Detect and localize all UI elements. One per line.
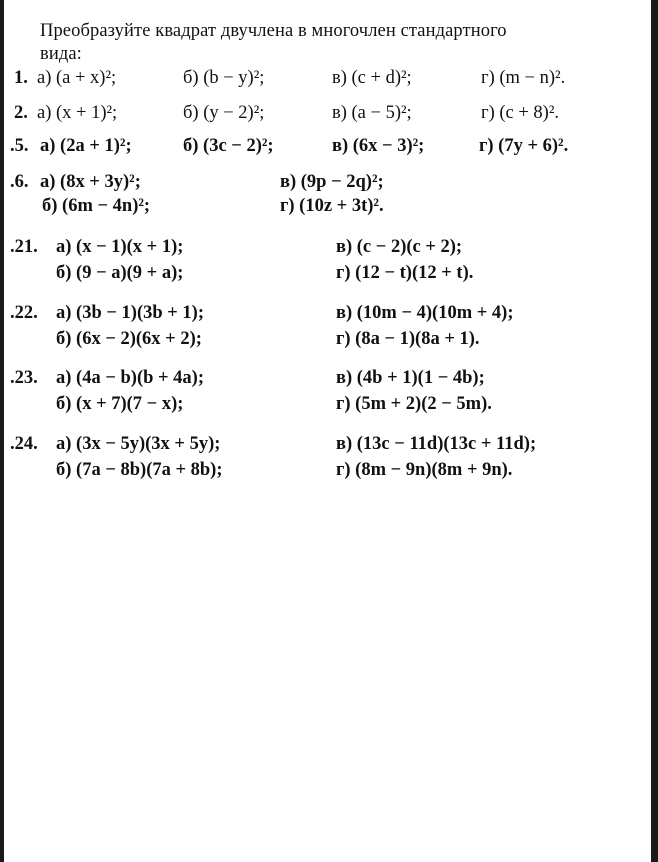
exercise-item-a: а) (x − 1)(x + 1); [56,237,184,257]
exercise-item-g: г) (10z + 3t)². [280,196,384,216]
exercise-item-v: в) (13c − 11d)(13c + 11d); [336,434,537,454]
exercise-number: .22. [10,303,38,323]
exercise-item-g: г) (c + 8)². [481,103,560,123]
exercise-item-a: а) (3b − 1)(3b + 1); [56,303,204,323]
exercise-item-v: в) (10m − 4)(10m + 4); [336,303,514,323]
exercise-item-g: г) (m − n)². [481,68,566,88]
exercise-item-g: г) (8m − 9n)(8m + 9n). [336,460,513,480]
exercise-item-a: а) (3x − 5y)(3x + 5y); [56,434,221,454]
exercise-item-b: б) (3c − 2)²; [183,136,274,156]
exercise-number: .5. [10,136,29,156]
exercise-item-a: а) (x + 1)²; [37,103,118,123]
exercise-number: .21. [10,237,38,257]
exercise-item-b: б) (b − y)²; [183,68,265,88]
exercise-number: 2. [14,103,28,123]
exercise-item-v: в) (4b + 1)(1 − 4b); [336,368,485,388]
task-instruction [40,20,640,66]
exercise-item-g: г) (5m + 2)(2 − 5m). [336,394,492,414]
exercise-number: .24. [10,434,38,454]
exercise-number: 1. [14,68,28,88]
exercise-item-g: г) (7y + 6)². [479,136,569,156]
exercise-item-a: а) (2a + 1)²; [40,136,132,156]
exercise-item-b: б) (9 − a)(9 + a); [56,263,184,283]
exercise-item-g: г) (12 − t)(12 + t). [336,263,474,283]
exercise-item-a: а) (4a − b)(b + 4a); [56,368,204,388]
exercise-item-g: г) (8a − 1)(8a + 1). [336,329,480,349]
exercise-item-v: в) (a − 5)²; [332,103,412,123]
exercise-item-b: б) (6m − 4n)²; [42,196,151,216]
exercise-item-b: б) (x + 7)(7 − x); [56,394,184,414]
exercise-item-b: б) (6x − 2)(6x + 2); [56,329,202,349]
exercise-item-v: в) (c + d)²; [332,68,412,88]
exercise-item-b: б) (y − 2)²; [183,103,265,123]
exercise-item-v: в) (9p − 2q)²; [280,172,384,192]
exercise-item-v: в) (6x − 3)²; [332,136,425,156]
exercise-number: .23. [10,368,38,388]
instruction-line: вида: [40,44,82,64]
exercise-item-a: а) (a + x)²; [37,68,117,88]
instruction-line: Преобразуйте квадрат двучлена в многочлен стандартного [40,21,507,41]
worksheet-page [4,0,651,862]
exercise-item-b: б) (7a − 8b)(7a + 8b); [56,460,223,480]
exercise-item-a: а) (8x + 3y)²; [40,172,141,192]
exercise-number: .6. [10,172,29,192]
exercise-item-v: в) (c − 2)(c + 2); [336,237,463,257]
right-page-edge [651,0,658,862]
